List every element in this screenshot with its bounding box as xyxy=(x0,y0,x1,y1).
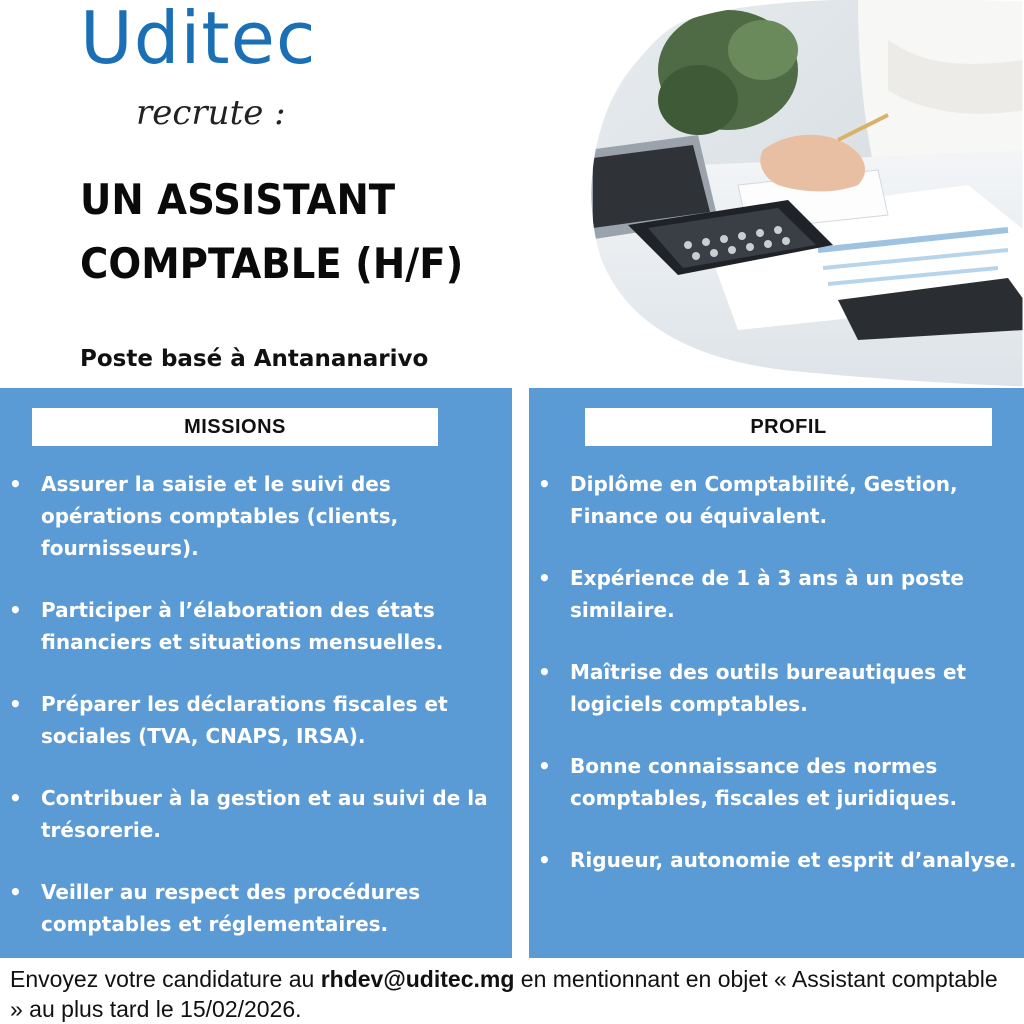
profil-item-text: Maîtrise des outils bureautiques et logiciels comptables. xyxy=(570,660,967,716)
bullet-icon: • xyxy=(538,754,551,778)
bullet-icon: • xyxy=(538,472,551,496)
bullet-icon: • xyxy=(538,660,551,684)
mission-item-text: Veiller au respect des procédures comptables et réglementaires. xyxy=(41,880,421,936)
mission-item-text: Participer à l’élaboration des états financiers et situations mensuelles. xyxy=(41,598,444,654)
uditec-logo: Uditec xyxy=(80,0,317,80)
mission-item xyxy=(0,876,500,940)
job-title-line-2: COMPTABLE (H/F) xyxy=(80,239,464,288)
profil-item-text: Expérience de 1 à 3 ans à un poste similaire. xyxy=(570,566,964,622)
recrute-label: recrute : xyxy=(136,93,286,133)
profil-item xyxy=(529,562,1019,626)
profil-item-text: Bonne connaissance des normes comptables, fiscales et juridiques. xyxy=(570,754,958,810)
bullet-icon: • xyxy=(538,848,551,872)
mission-item-text: Préparer les déclarations fiscales et sociales (TVA, CNAPS, IRSA). xyxy=(41,692,448,748)
job-location: Poste basé à Antananarivo xyxy=(80,346,429,372)
office-photo-illustration xyxy=(588,0,1024,388)
mission-item xyxy=(0,468,500,564)
job-title xyxy=(80,168,463,296)
footer-prefix: Envoyez votre candidature au xyxy=(10,966,321,992)
bullet-icon: • xyxy=(9,692,22,716)
missions-heading: MISSIONS xyxy=(32,408,438,446)
profil-item-text: Diplôme en Comptabilité, Gestion, Finance ou équivalent. xyxy=(570,472,958,528)
profil-panel xyxy=(529,388,1024,958)
bullet-icon: • xyxy=(9,880,22,904)
mission-item xyxy=(0,782,500,846)
missions-list xyxy=(0,468,500,940)
mission-item xyxy=(0,688,500,752)
footer-suffix: en mentionnant en objet « Assistant comptable » au plus tard le 15/02/2026. xyxy=(10,966,998,1022)
bullet-icon: • xyxy=(9,786,22,810)
job-title-line-1: UN ASSISTANT xyxy=(80,175,396,224)
mission-item xyxy=(0,594,500,658)
profil-item xyxy=(529,468,1019,532)
profil-list xyxy=(529,468,1019,876)
mission-item-text: Contribuer à la gestion et au suivi de la trésorerie. xyxy=(41,786,488,842)
contact-email[interactable]: rhdev@uditec.mg xyxy=(320,966,515,992)
missions-panel xyxy=(0,388,512,958)
profil-item xyxy=(529,844,1019,876)
profil-heading: PROFIL xyxy=(585,408,992,446)
office-photo xyxy=(588,0,1024,388)
bullet-icon: • xyxy=(9,598,22,622)
mission-item-text: Assurer la saisie et le suivi des opérations comptables (clients, fournisseurs). xyxy=(41,472,399,560)
application-instructions xyxy=(10,964,1010,1024)
profil-item xyxy=(529,656,1019,720)
bullet-icon: • xyxy=(9,472,22,496)
bullet-icon: • xyxy=(538,566,551,590)
profil-item xyxy=(529,750,1019,814)
profil-item-text: Rigueur, autonomie et esprit d’analyse. xyxy=(570,848,1017,872)
